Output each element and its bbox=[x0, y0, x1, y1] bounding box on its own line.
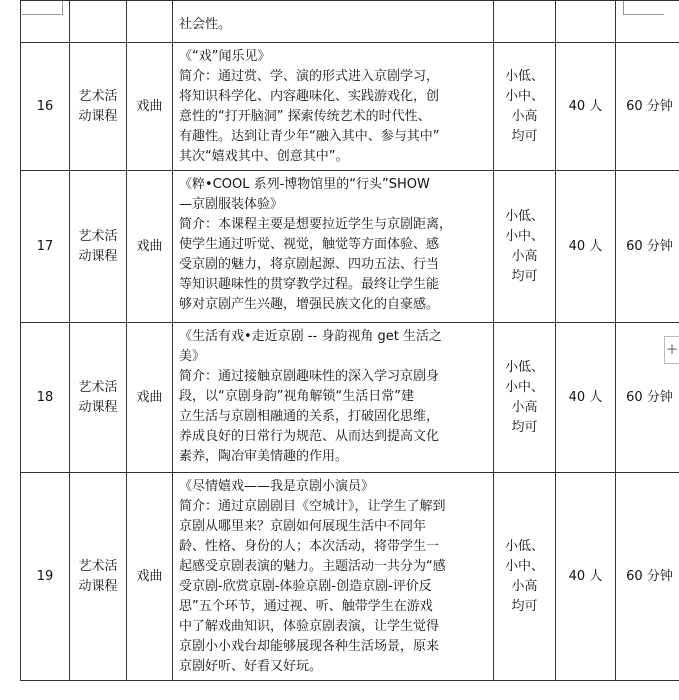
category-line: 艺术活 bbox=[78, 228, 118, 244]
target-grades bbox=[494, 171, 556, 323]
course-duration: 60 分钟 bbox=[616, 43, 679, 171]
description-line: 其次“嬉戏其中、创意其中”。 bbox=[179, 149, 349, 164]
description-line: 够对京剧产生兴趣，增强民族文化的自豪感。 bbox=[179, 297, 440, 312]
description-line: 《“戏”闻乐见》 bbox=[179, 49, 271, 64]
description-line: 意性的“打开脑洞” 探索传统艺术的时代性、 bbox=[179, 109, 431, 124]
course-category bbox=[70, 171, 127, 323]
class-size: 40 人 bbox=[556, 171, 616, 323]
description-line: 简介：通过京剧剧目《空城计》，让学生了解到 bbox=[179, 499, 446, 514]
description-line: 受京剧的魅力，将京剧起源、四功五法、行当 bbox=[179, 257, 440, 272]
course-description bbox=[173, 171, 494, 323]
grade-line: 小低、 bbox=[504, 68, 544, 84]
course-genre: 戏曲 bbox=[127, 323, 173, 473]
category-line: 艺术活 bbox=[78, 88, 118, 104]
course-genre: 戏曲 bbox=[127, 43, 173, 171]
description-line: 素养，陶冶审美情趣的作用。 bbox=[179, 449, 349, 464]
description-line: 美》 bbox=[179, 349, 206, 364]
class-size: 40 人 bbox=[556, 43, 616, 171]
grade-line: 小中、 bbox=[504, 228, 544, 244]
description-line: 《粹•COOL 系列-博物馆里的“行头”SHOW bbox=[179, 177, 430, 192]
row-number: 16 bbox=[21, 43, 70, 171]
category-line: 动课程 bbox=[78, 578, 118, 594]
expand-plus-icon[interactable]: + bbox=[664, 336, 679, 364]
table-row bbox=[21, 43, 679, 171]
table-row bbox=[21, 323, 679, 473]
description-line: 简介：通过接触京剧趣味性的深入学习京剧身 bbox=[179, 369, 440, 384]
grade-line: 小中、 bbox=[504, 88, 544, 104]
category-line: 艺术活 bbox=[78, 558, 118, 574]
grade-line: 均可 bbox=[511, 419, 538, 435]
grade-line: 小低、 bbox=[504, 208, 544, 224]
fragment-text: 社会性。 bbox=[179, 17, 232, 32]
description-line: 《尽情嬉戏——我是京剧小演员》 bbox=[179, 479, 375, 494]
description-line: 起感受京剧表演的魅力。主题活动一共分为“感 bbox=[179, 559, 446, 574]
table-row-fragment bbox=[21, 1, 679, 43]
class-size: 40 人 bbox=[556, 473, 616, 681]
course-description bbox=[173, 323, 494, 473]
grade-line: 小高 bbox=[511, 108, 538, 124]
course-genre: 戏曲 bbox=[127, 473, 173, 681]
course-description bbox=[173, 43, 494, 171]
course-category bbox=[70, 43, 127, 171]
target-grades bbox=[494, 43, 556, 171]
row-number: 17 bbox=[21, 171, 70, 323]
grade-line: 小高 bbox=[511, 578, 538, 594]
category-line: 动课程 bbox=[78, 248, 118, 264]
target-grades bbox=[494, 323, 556, 473]
description-line: 《生活有戏•走近京剧 -- 身韵视角 get 生活之 bbox=[179, 329, 442, 344]
description-line: 受京剧-欣赏京剧-体验京剧-创造京剧-评价反 bbox=[179, 579, 432, 594]
grade-line: 小高 bbox=[511, 248, 538, 264]
course-genre: 戏曲 bbox=[127, 171, 173, 323]
description-line: 将知识科学化、内容趣味化、实践游戏化，创 bbox=[179, 89, 440, 104]
category-line: 动课程 bbox=[78, 399, 118, 415]
description-line: 段，以“京剧身韵”视角解锁“生活日常”建 bbox=[179, 389, 414, 404]
description-line: 有趣性。达到让青少年“融入其中、参与其中” bbox=[179, 129, 440, 144]
table-row bbox=[21, 473, 679, 681]
description-line: 京剧从哪里来？京剧如何展现生活中不同年 bbox=[179, 519, 427, 534]
description-line: 思”五个环节，通过视、听、触带学生在游戏 bbox=[179, 599, 433, 614]
course-duration: 60 分钟 bbox=[616, 323, 679, 473]
description-line: 京剧小小戏台却能够展现各种生活场景，原来 bbox=[179, 639, 440, 654]
description-line: 简介：本课程主要是想要拉近学生与京剧距离， bbox=[179, 217, 453, 232]
grade-line: 小中、 bbox=[504, 379, 544, 395]
description-line: 使学生通过听觉、视觉，触觉等方面体验、感 bbox=[179, 237, 440, 252]
category-line: 艺术活 bbox=[78, 379, 118, 395]
course-description bbox=[173, 473, 494, 681]
course-duration: 60 分钟 bbox=[616, 473, 679, 681]
grade-line: 均可 bbox=[511, 268, 538, 284]
description-line: 京剧好听、好看又好玩。 bbox=[179, 659, 323, 674]
category-line: 动课程 bbox=[78, 108, 118, 124]
grade-line: 小低、 bbox=[504, 538, 544, 554]
table-row bbox=[21, 171, 679, 323]
row-number: 19 bbox=[21, 473, 70, 681]
grade-line: 小中、 bbox=[504, 558, 544, 574]
course-category bbox=[70, 473, 127, 681]
description-line: 立生活与京剧相融通的关系，打破固化思维， bbox=[179, 409, 440, 424]
description-line: 中了解戏曲知识，体验京剧表演，让学生觉得 bbox=[179, 619, 440, 634]
grade-line: 均可 bbox=[511, 598, 538, 614]
description-line: 龄、性格、身份的人；本次活动，将带学生一 bbox=[179, 539, 440, 554]
target-grades bbox=[494, 473, 556, 681]
row-number: 18 bbox=[21, 323, 70, 473]
course-duration: 60 分钟 bbox=[616, 171, 679, 323]
course-category bbox=[70, 323, 127, 473]
grade-line: 均可 bbox=[511, 128, 538, 144]
description-line: 养成良好的日常行为规范、从而达到提高文化 bbox=[179, 429, 440, 444]
description-line: 等知识趣味性的贯穿教学过程。最终让学生能 bbox=[179, 277, 440, 292]
description-line: —京剧服装体验》 bbox=[179, 197, 284, 212]
grade-line: 小高 bbox=[511, 399, 538, 415]
grade-line: 小低、 bbox=[504, 359, 544, 375]
course-table bbox=[20, 0, 679, 681]
class-size: 40 人 bbox=[556, 323, 616, 473]
description-line: 简介：通过赏、学、演的形式进入京剧学习， bbox=[179, 69, 440, 84]
